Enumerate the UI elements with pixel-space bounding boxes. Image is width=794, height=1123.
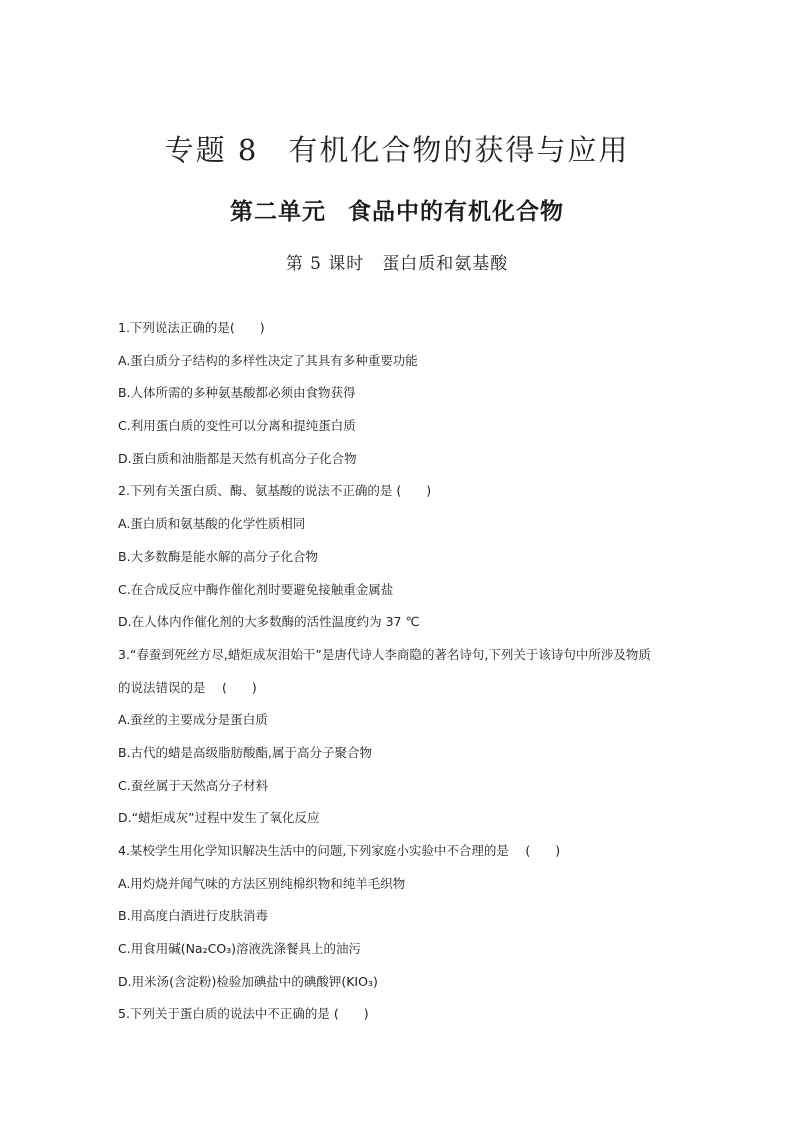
question-3-stem-continued: 的说法错误的是 ( ) bbox=[118, 679, 257, 695]
topic-number: 专题 8 bbox=[164, 133, 259, 167]
question-1-option-b: B.人体所需的多种氨基酸都必须由食物获得 bbox=[118, 385, 356, 401]
question-3-option-c: C.蚕丝属于天然高分子材料 bbox=[118, 777, 269, 793]
question-3-option-d: D.“蜡炬成灰”过程中发生了氧化反应 bbox=[118, 810, 320, 826]
lesson-number: 第 5 课时 bbox=[285, 254, 365, 274]
question-4-stem: 4.某校学生用化学知识解决生活中的问题,下列家庭小实验中不合理的是 ( ) bbox=[118, 843, 561, 858]
question-1-option-a: A.蛋白质分子结构的多样性决定了其具有多种重要功能 bbox=[118, 352, 418, 368]
question-1-stem: 1.下列说法正确的是( ) bbox=[118, 320, 265, 335]
question-3-stem: 3.“春蚕到死丝方尽,蜡炬成灰泪始干”是唐代诗人李商隐的著名诗句,下列关于该诗句中所涉及物质 bbox=[118, 646, 651, 662]
question-1-option-d: D.蛋白质和油脂都是天然有机高分子化合物 bbox=[118, 450, 357, 466]
lesson-name: 蛋白质和氨基酸 bbox=[382, 254, 509, 274]
question-2-stem: 2.下列有关蛋白质、酶、氨基酸的说法不正确的是 ( ) bbox=[118, 483, 432, 499]
unit-name: 食品中的有机化合物 bbox=[348, 199, 564, 225]
topic-title bbox=[0, 128, 794, 169]
question-2-option-d: D.在人体内作催化剂的大多数酶的活性温度约为 37 ℃ bbox=[118, 614, 420, 630]
question-2-option-a: A.蛋白质和氨基酸的化学性质相同 bbox=[118, 516, 306, 532]
unit-number: 第二单元 bbox=[230, 199, 326, 225]
question-1-option-c: C.利用蛋白质的变性可以分离和提纯蛋白质 bbox=[118, 418, 356, 434]
question-2-option-c: C.在合成反应中酶作催化剂时要避免接触重金属盐 bbox=[118, 581, 394, 597]
topic-name: 有机化合物的获得与应用 bbox=[288, 133, 630, 167]
question-4-option-b: B.用高度白酒进行皮肤消毒 bbox=[118, 908, 269, 924]
question-2-option-b: B.大多数酶是能水解的高分子化合物 bbox=[118, 548, 319, 564]
question-4-option-a: A.用灼烧并闻气味的方法区别纯棉织物和纯羊毛织物 bbox=[118, 875, 406, 891]
question-4-option-c: C.用食用碱(Na₂CO₃)溶液洗涤餐具上的油污 bbox=[118, 941, 362, 957]
question-3-option-b: B.古代的蜡是高级脂肪酸酯,属于高分子聚合物 bbox=[118, 744, 373, 760]
unit-title bbox=[0, 193, 794, 226]
question-3-option-a: A.蚕丝的主要成分是蛋白质 bbox=[118, 712, 268, 728]
question-5-stem: 5.下列关于蛋白质的说法中不正确的是 ( ) bbox=[118, 1006, 369, 1022]
question-list bbox=[118, 318, 718, 1037]
lesson-title bbox=[0, 249, 794, 274]
question-4-option-d: D.用米汤(含淀粉)检验加碘盐中的碘酸钾(KIO₃) bbox=[118, 973, 378, 989]
